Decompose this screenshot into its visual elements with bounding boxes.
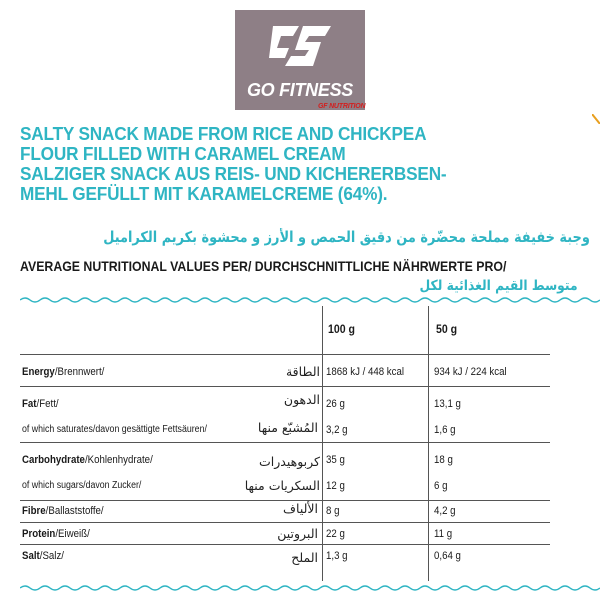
wave-divider-bottom xyxy=(20,584,600,592)
nutrient-label-arabic: السكريات منها xyxy=(244,478,320,493)
nutrient-label xyxy=(22,454,153,466)
nutrition-heading-arabic: متوسط القيم الغذائية لكل xyxy=(419,278,578,294)
value-50g: 1,6 g xyxy=(434,424,456,436)
nutrition-heading: AVERAGE NUTRITIONAL VALUES PER/ DURCHSCHNITTLICHE NÄHRWERTE PRO/ xyxy=(20,258,507,274)
value-100g: 26 g xyxy=(326,398,345,410)
value-100g: 22 g xyxy=(326,528,345,540)
row-rule xyxy=(20,544,550,545)
value-50g: 0,64 g xyxy=(434,550,461,562)
nutrient-name-de: /Brennwert/ xyxy=(54,366,105,378)
nutrient-name: Protein xyxy=(22,528,56,540)
nutrient-name-de: /Ballaststoffe/ xyxy=(45,505,104,517)
value-100g: 35 g xyxy=(326,454,345,466)
nutrient-name-de: /Fett/ xyxy=(36,398,59,410)
title-de-line1: SALZIGER SNACK AUS REIS- UND KICHERERBSEN- xyxy=(20,163,447,184)
nutrient-label-arabic: البروتين xyxy=(277,526,318,541)
value-100g: 3,2 g xyxy=(326,424,348,436)
row-rule xyxy=(20,354,550,355)
title-en-line2: FLOUR FILLED WITH CARAMEL CREAM xyxy=(20,143,346,164)
nutrient-label xyxy=(22,398,59,410)
nutrient-label xyxy=(22,528,90,540)
nutrient-label-arabic: الملح xyxy=(291,550,318,565)
value-50g: 4,2 g xyxy=(434,505,456,517)
value-50g: 13,1 g xyxy=(434,398,461,410)
col-header-50g: 50 g xyxy=(436,322,458,336)
nutrient-label-arabic: الدهون xyxy=(283,392,320,407)
row-rule xyxy=(20,522,550,523)
wave-divider-top xyxy=(20,296,600,304)
nutrient-label xyxy=(22,366,104,378)
nutrient-label xyxy=(22,550,64,562)
value-100g: 1,3 g xyxy=(326,550,348,562)
go-fitness-logo-icon xyxy=(265,18,335,76)
nutrient-name-de: of which sugars/davon Zucker/ xyxy=(22,480,142,491)
nutrient-name-de: /Kohlenhydrate/ xyxy=(84,454,153,466)
product-title xyxy=(20,124,559,204)
brand-tagline: GF NUTRITION xyxy=(318,103,366,110)
nutrient-name-de: /Eiweiß/ xyxy=(55,528,90,540)
row-rule xyxy=(20,386,550,387)
brand-logo xyxy=(235,10,365,110)
value-100g: 12 g xyxy=(326,480,345,492)
nutrient-label xyxy=(22,480,141,491)
nutrient-label-arabic: كربوهيدرات xyxy=(259,454,320,469)
brand-name: GO FITNESS xyxy=(246,80,353,100)
nutrient-label-arabic: الطاقة xyxy=(285,364,320,379)
nutrient-name: Fat xyxy=(22,398,37,410)
value-50g: 11 g xyxy=(434,528,453,540)
col-divider xyxy=(428,306,429,581)
nutrient-name-de: /Salz/ xyxy=(39,550,64,562)
value-50g: 18 g xyxy=(434,454,453,466)
title-arabic: وجبة خفيفة مملحة محضّرة من دقيق الحمص و الأرز و محشوة بكريم الكراميل xyxy=(103,228,590,246)
col-divider xyxy=(322,306,323,581)
title-de-line2: MEHL GEFÜLLT MIT KARAMELCREME (64%). xyxy=(20,183,388,204)
nutrient-name: Salt xyxy=(22,550,40,562)
value-100g: 1868 kJ / 448 kcal xyxy=(326,366,405,378)
value-50g: 6 g xyxy=(434,480,448,492)
nutrient-name: Fibre xyxy=(22,505,46,517)
nutrient-label-arabic: المُشبّع منها xyxy=(257,420,318,435)
nutrient-name: Energy xyxy=(22,366,55,378)
row-rule xyxy=(20,442,550,443)
corner-accent-icon xyxy=(592,114,600,124)
nutrient-label-arabic: الألياف xyxy=(283,501,318,516)
value-100g: 8 g xyxy=(326,505,340,517)
col-header-100g: 100 g xyxy=(328,322,356,336)
nutrient-name-de: of which saturates/davon gesättigte Fettsäuren/ xyxy=(22,424,207,435)
value-50g: 934 kJ / 224 kcal xyxy=(434,366,507,378)
nutrient-label xyxy=(22,505,104,517)
nutrient-label xyxy=(22,424,207,435)
nutrient-name: Carbohydrate xyxy=(22,454,85,466)
title-en-line1: SALTY SNACK MADE FROM RICE AND CHICKPEA xyxy=(20,123,427,144)
